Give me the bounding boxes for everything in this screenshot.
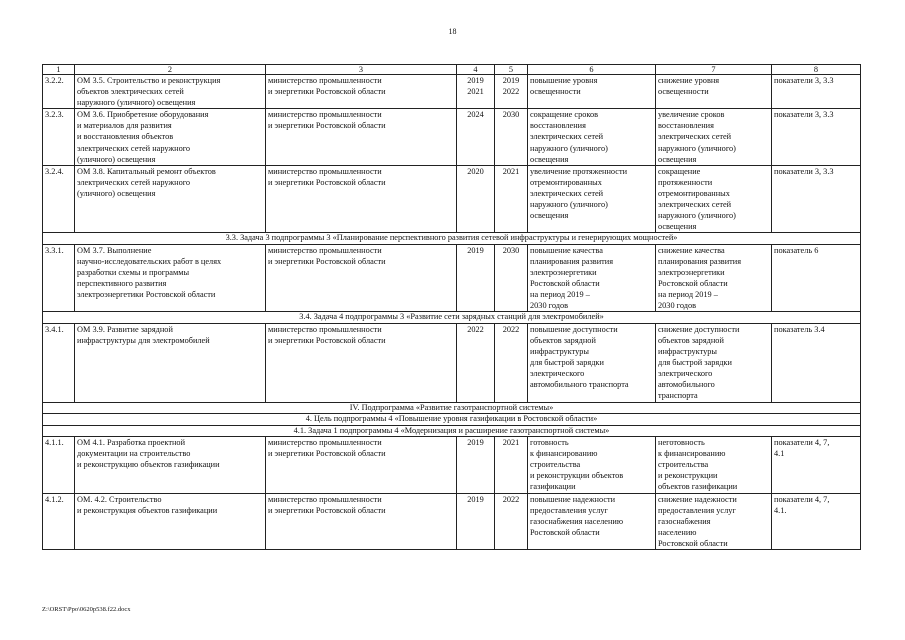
start-year-cell: 2019 [457, 244, 495, 312]
expected-result-cell: повышение доступности объектов зарядной инфраструктуры для быстрой зарядки электрического автомобильного транспорта [528, 323, 656, 402]
measure-name-cell: ОМ. 4.2. Строительство и реконструкция объектов газификации [75, 493, 266, 549]
measure-name-cell: ОМ 4.1. Разработка проектной документации на строительство и реконструкцию объектов газификации [75, 437, 266, 493]
executor-cell: министерство промышленности и энергетики Ростовской области [266, 109, 457, 165]
measure-name-cell: ОМ 3.7. Выполнение научно-исследовательских работ в целях разработки схемы и программы перспективного развития электроэнергетики Ростовской области [75, 244, 266, 312]
start-year-cell: 2024 [457, 109, 495, 165]
table-row [43, 165, 861, 233]
start-year-cell: 2022 [457, 323, 495, 402]
section-heading-row [43, 312, 861, 324]
expected-result-cell: повышение уровня освещенности [528, 75, 656, 109]
column-header: 1 [43, 65, 75, 75]
section-heading: 3.4. Задача 4 подпрограммы 3 «Развитие сети зарядных станций для электромобилей» [43, 312, 861, 324]
column-number-row [43, 65, 861, 75]
start-year-cell: 2019 [457, 493, 495, 549]
end-year-cell: 2030 [495, 109, 528, 165]
indicators-cell: показатели 3, 3.3 [772, 109, 861, 165]
measure-name-cell: ОМ 3.6. Приобретение оборудования и материалов для развития и восстановления объектов электрических сетей наружного (уличного) освещения [75, 109, 266, 165]
row-number-cell: 3.2.4. [43, 165, 75, 233]
section-heading-row [43, 425, 861, 437]
consequence-cell: неготовность к финансированию строительства и реконструкции объектов газификации [656, 437, 772, 493]
start-year-cell: 2019 [457, 437, 495, 493]
end-year-cell: 2022 [495, 323, 528, 402]
measure-name-cell: ОМ 3.8. Капитальный ремонт объектов электрических сетей наружного (уличного) освещения [75, 165, 266, 233]
column-header: 3 [266, 65, 457, 75]
end-year-cell: 2022 [495, 493, 528, 549]
indicators-cell: показатели 4, 7, 4.1. [772, 493, 861, 549]
start-year-cell: 2020 [457, 165, 495, 233]
row-number-cell: 4.1.2. [43, 493, 75, 549]
column-header: 5 [495, 65, 528, 75]
section-heading: 3.3. Задача 3 подпрограммы 3 «Планирование перспективного развития сетевой инфраструктуры и генерирующих мощностей» [43, 233, 861, 245]
consequence-cell: снижение качества планирования развития электроэнергетики Ростовской области на период 2019 – 2030 годов [656, 244, 772, 312]
column-header: 6 [528, 65, 656, 75]
row-number-cell: 3.3.1. [43, 244, 75, 312]
column-header: 2 [75, 65, 266, 75]
column-header: 7 [656, 65, 772, 75]
expected-result-cell: повышение надежности предоставления услуг газоснабжения населению Ростовской области [528, 493, 656, 549]
end-year-cell: 2030 [495, 244, 528, 312]
end-year-cell: 2019 2022 [495, 75, 528, 109]
footer-file-path: Z:\ORST\Ppo\0620p538.f22.docx [42, 606, 131, 613]
section-heading-row [43, 402, 861, 414]
table-body [43, 65, 861, 550]
table-row [43, 493, 861, 549]
table-row [43, 437, 861, 493]
section-heading-row [43, 414, 861, 426]
measure-name-cell: ОМ 3.9. Развитие зарядной инфраструктуры для электромобилей [75, 323, 266, 402]
indicators-cell: показатель 6 [772, 244, 861, 312]
executor-cell: министерство промышленности и энергетики Ростовской области [266, 493, 457, 549]
executor-cell: министерство промышленности и энергетики Ростовской области [266, 75, 457, 109]
indicators-cell: показатель 3.4 [772, 323, 861, 402]
consequence-cell: снижение надежности предоставления услуг газоснабжения населению Ростовской области [656, 493, 772, 549]
section-heading: 4.1. Задача 1 подпрограммы 4 «Модернизация и расширение газотранспортной системы» [43, 425, 861, 437]
table-row [43, 323, 861, 402]
row-number-cell: 4.1.1. [43, 437, 75, 493]
row-number-cell: 3.2.3. [43, 109, 75, 165]
consequence-cell: снижение уровня освещенности [656, 75, 772, 109]
consequence-cell: увеличение сроков восстановления электрических сетей наружного (уличного) освещения [656, 109, 772, 165]
executor-cell: министерство промышленности и энергетики Ростовской области [266, 437, 457, 493]
executor-cell: министерство промышленности и энергетики Ростовской области [266, 165, 457, 233]
table-row [43, 244, 861, 312]
start-year-cell: 2019 2021 [457, 75, 495, 109]
end-year-cell: 2021 [495, 437, 528, 493]
column-header: 8 [772, 65, 861, 75]
row-number-cell: 3.4.1. [43, 323, 75, 402]
executor-cell: министерство промышленности и энергетики Ростовской области [266, 323, 457, 402]
measures-table [42, 64, 861, 550]
indicators-cell: показатели 3, 3.3 [772, 165, 861, 233]
column-header: 4 [457, 65, 495, 75]
section-heading-row [43, 233, 861, 245]
expected-result-cell: повышение качества планирования развития электроэнергетики Ростовской области на период 2019 – 2030 годов [528, 244, 656, 312]
row-number-cell: 3.2.2. [43, 75, 75, 109]
table-row [43, 75, 861, 109]
executor-cell: министерство промышленности и энергетики Ростовской области [266, 244, 457, 312]
section-heading: IV. Подпрограмма «Развитие газотранспортной системы» [43, 402, 861, 414]
expected-result-cell: сокращение сроков восстановления электрических сетей наружного (уличного) освещения [528, 109, 656, 165]
table-row [43, 109, 861, 165]
expected-result-cell: готовность к финансированию строительства и реконструкции объектов газификации [528, 437, 656, 493]
consequence-cell: снижение доступности объектов зарядной инфраструктуры для быстрой зарядки электрического автомобильного транспорта [656, 323, 772, 402]
expected-result-cell: увеличение протяженности отремонтированных электрических сетей наружного (уличного) освещения [528, 165, 656, 233]
indicators-cell: показатели 4, 7, 4.1 [772, 437, 861, 493]
indicators-cell: показатели 3, 3.3 [772, 75, 861, 109]
section-heading: 4. Цель подпрограммы 4 «Повышение уровня газификации в Ростовской области» [43, 414, 861, 426]
end-year-cell: 2021 [495, 165, 528, 233]
measure-name-cell: ОМ 3.5. Строительство и реконструкция объектов электрических сетей наружного (уличного) освещения [75, 75, 266, 109]
consequence-cell: сокращение протяженности отремонтированных электрических сетей наружного (уличного) освещения [656, 165, 772, 233]
page-number: 18 [448, 27, 457, 36]
